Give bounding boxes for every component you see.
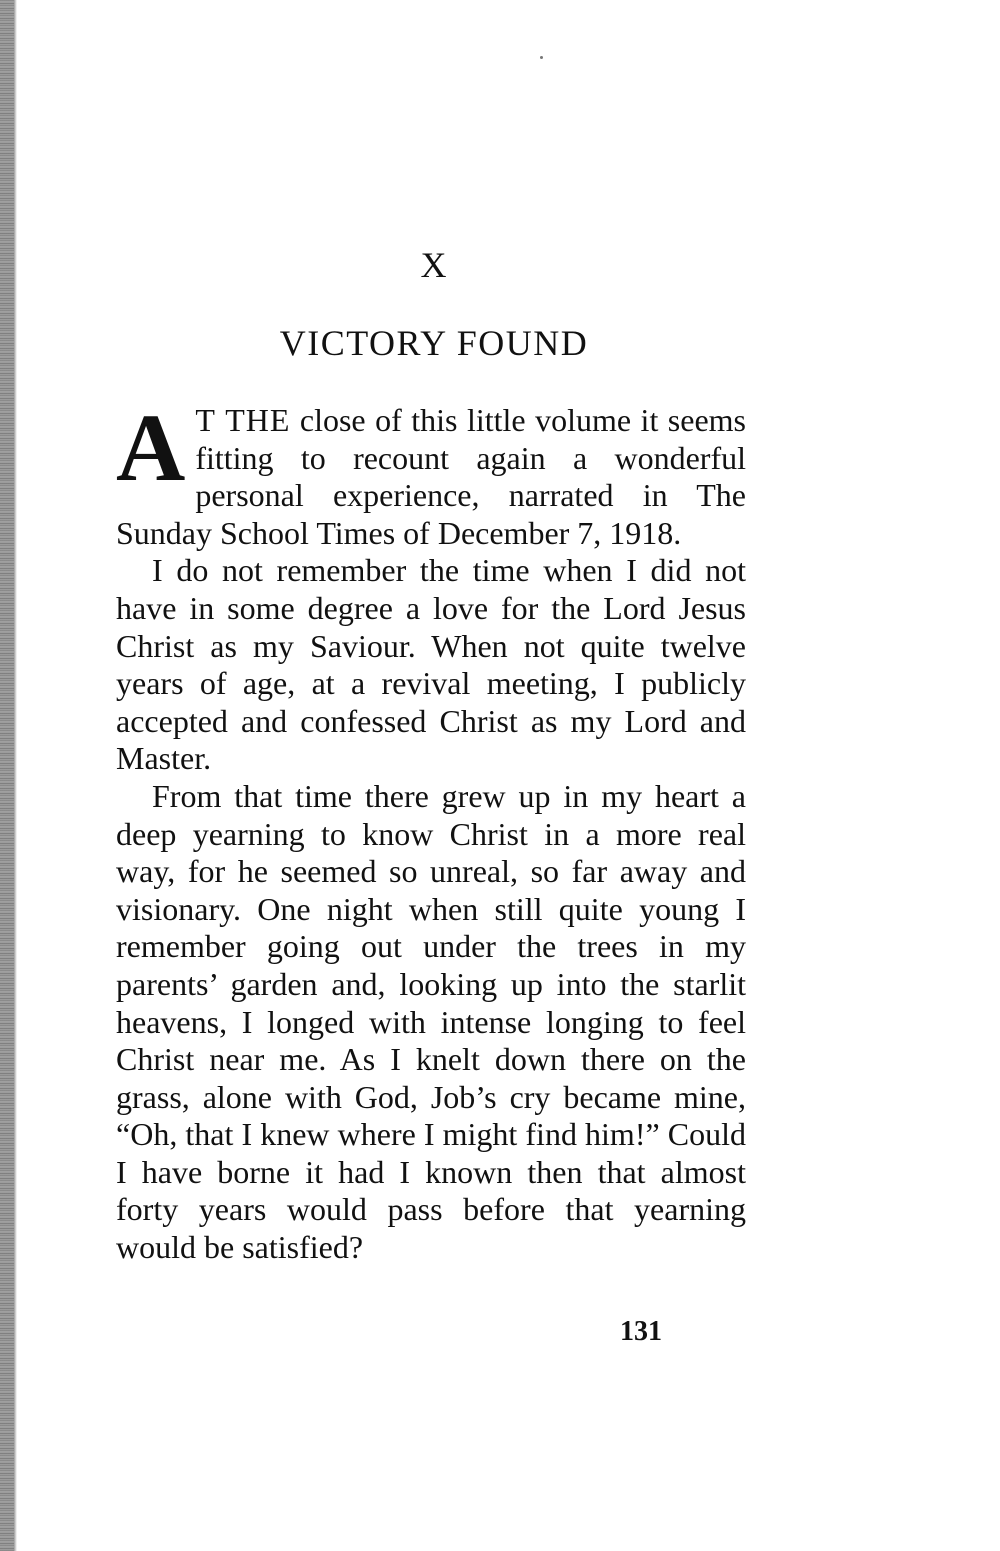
scan-speck (540, 56, 543, 59)
gutter-shadow (14, 0, 17, 1551)
chapter-title: VICTORY FOUND (279, 323, 589, 363)
paragraph-1 (116, 394, 747, 552)
drop-cap: A (116, 394, 186, 501)
paragraph-1-lead: T THE (195, 402, 291, 438)
chapter-number: X (420, 245, 448, 285)
paragraph-3: From that time there grew up in my heart a deep yearning to know Christ in a more real way, for he seemed so unreal, so far away and visionary. One night when still quite young I remember going out under the trees in my parents’ garden and, looking up into the starlit heavens, I longed with intense longing to feel Christ near me. As I knelt down there on the grass, alone with God, Job’s cry became mine, “Oh, that I knew where I might find him!” Could I have borne it had I known then that almost forty years would pass before that yearning would be satisfied? (116, 777, 746, 1266)
paragraph-1-text: close of this little volume it seems fitting to recount again a wonderful personal experience, narrated in The Sunday School Times of December 7, 1918. (116, 402, 747, 551)
chapter-body (116, 394, 747, 1267)
paragraph-2: I do not remember the time when I did not have in some degree a love for the Lord Jesus Christ as my Saviour. When not quite twelve years of age, at a revival meeting, I publicly accepted and confessed Christ as my Lord and Master. (116, 552, 746, 777)
book-spine-gutter (0, 0, 14, 1551)
page-number: 131 (620, 1316, 662, 1347)
